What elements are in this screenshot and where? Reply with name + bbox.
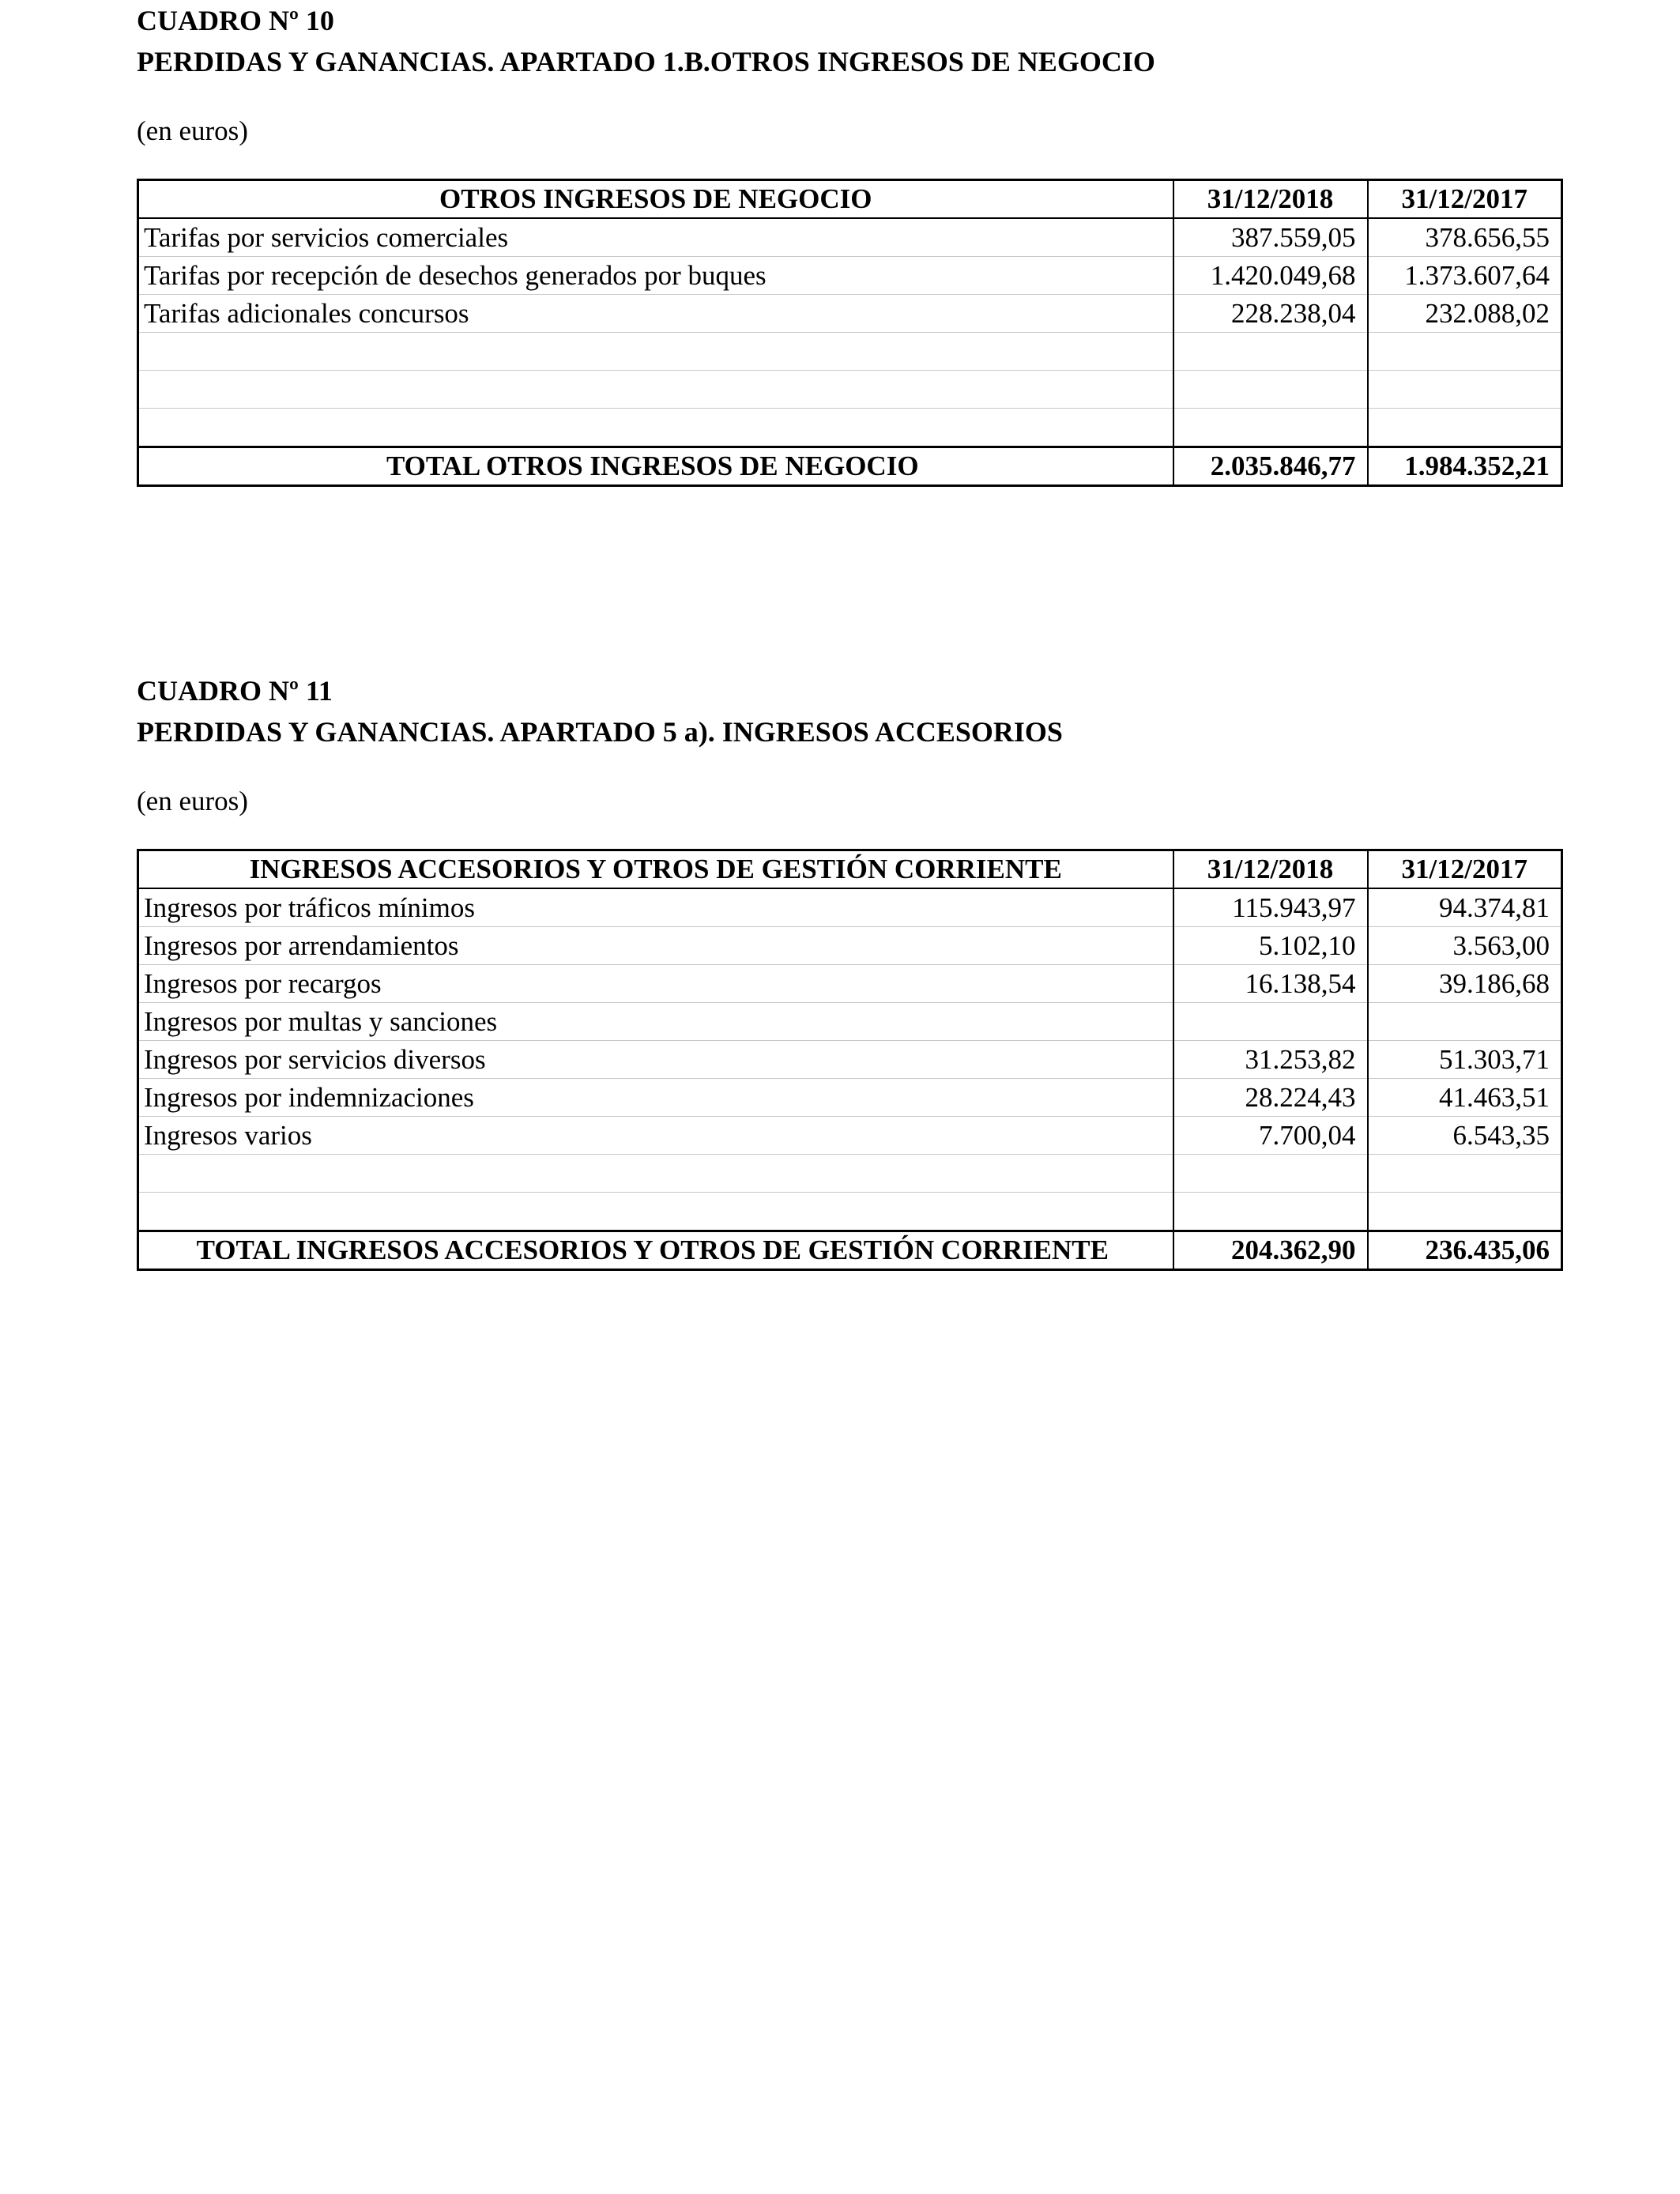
row-value-2017: 6.543,35 [1368, 1117, 1562, 1155]
row-value-2017 [1368, 1155, 1562, 1193]
table-row [138, 1041, 1562, 1079]
row-label: Ingresos por arrendamientos [138, 927, 1173, 965]
table-row-empty [138, 1155, 1562, 1193]
row-label: Ingresos por recargos [138, 965, 1173, 1003]
cuadro-11-section [137, 670, 1561, 1271]
table-row [138, 965, 1562, 1003]
row-label [138, 1155, 1173, 1193]
cuadro-11-unit: (en euros) [137, 786, 248, 816]
table-row-empty [138, 333, 1562, 371]
table-row [138, 218, 1562, 257]
table-row-empty [138, 1193, 1562, 1231]
row-value-2018 [1173, 1155, 1368, 1193]
row-label: Ingresos por tráficos mínimos [138, 888, 1173, 927]
total-value-2017: 1.984.352,21 [1368, 447, 1562, 486]
row-label: Ingresos por multas y sanciones [138, 1003, 1173, 1041]
table-row [138, 1079, 1562, 1117]
row-value-2018: 5.102,10 [1173, 927, 1368, 965]
cuadro-11-title: PERDIDAS Y GANANCIAS. APARTADO 5 a). INGRESOS ACCESORIOS [137, 716, 1063, 748]
row-value-2017 [1368, 409, 1562, 447]
table-row [138, 257, 1562, 295]
row-label [138, 1193, 1173, 1231]
row-value-2018 [1173, 333, 1368, 371]
row-value-2018: 115.943,97 [1173, 888, 1368, 927]
column-header-2017: 31/12/2017 [1368, 180, 1562, 219]
row-value-2018: 1.420.049,68 [1173, 257, 1368, 295]
cuadro-10-unit: (en euros) [137, 115, 248, 146]
column-header-2017: 31/12/2017 [1368, 850, 1562, 889]
cuadro-10-title: PERDIDAS Y GANANCIAS. APARTADO 1.B.OTROS INGRESOS DE NEGOCIO [137, 46, 1155, 77]
column-header-concept: OTROS INGRESOS DE NEGOCIO [138, 180, 1173, 219]
row-value-2018: 16.138,54 [1173, 965, 1368, 1003]
row-value-2017: 378.656,55 [1368, 218, 1562, 257]
total-label: TOTAL INGRESOS ACCESORIOS Y OTROS DE GESTIÓN CORRIENTE [138, 1231, 1173, 1270]
row-value-2017 [1368, 371, 1562, 409]
cuadro-10-number: CUADRO Nº 10 [137, 5, 334, 36]
table-row-empty [138, 409, 1562, 447]
row-value-2017: 3.563,00 [1368, 927, 1562, 965]
total-value-2017: 236.435,06 [1368, 1231, 1562, 1270]
cuadro-10-section [137, 0, 1561, 487]
table-total-row [138, 1231, 1562, 1270]
row-value-2018: 7.700,04 [1173, 1117, 1368, 1155]
column-header-2018: 31/12/2018 [1173, 180, 1368, 219]
row-value-2017: 1.373.607,64 [1368, 257, 1562, 295]
row-label: Ingresos por servicios diversos [138, 1041, 1173, 1079]
row-value-2018: 228.238,04 [1173, 295, 1368, 333]
column-header-concept: INGRESOS ACCESORIOS Y OTROS DE GESTIÓN CORRIENTE [138, 850, 1173, 889]
cuadro-11-table [137, 849, 1563, 1271]
table-row [138, 295, 1562, 333]
total-value-2018: 2.035.846,77 [1173, 447, 1368, 486]
table-header-row [138, 850, 1562, 889]
table-row [138, 1117, 1562, 1155]
row-value-2017 [1368, 1003, 1562, 1041]
row-label: Tarifas por recepción de desechos generados por buques [138, 257, 1173, 295]
row-value-2018 [1173, 1003, 1368, 1041]
row-label: Ingresos varios [138, 1117, 1173, 1155]
table-row [138, 888, 1562, 927]
row-value-2017: 51.303,71 [1368, 1041, 1562, 1079]
table-total-row [138, 447, 1562, 486]
table-row [138, 1003, 1562, 1041]
row-value-2017: 94.374,81 [1368, 888, 1562, 927]
cuadro-10-table [137, 179, 1563, 487]
row-value-2018 [1173, 371, 1368, 409]
row-value-2018 [1173, 409, 1368, 447]
row-value-2017: 232.088,02 [1368, 295, 1562, 333]
table-row [138, 927, 1562, 965]
row-label: Tarifas por servicios comerciales [138, 218, 1173, 257]
row-label: Ingresos por indemnizaciones [138, 1079, 1173, 1117]
row-label [138, 333, 1173, 371]
row-value-2017 [1368, 333, 1562, 371]
row-value-2017: 39.186,68 [1368, 965, 1562, 1003]
total-value-2018: 204.362,90 [1173, 1231, 1368, 1270]
row-value-2018: 387.559,05 [1173, 218, 1368, 257]
cuadro-11-number: CUADRO Nº 11 [137, 675, 333, 707]
table-row-empty [138, 371, 1562, 409]
row-value-2018: 31.253,82 [1173, 1041, 1368, 1079]
column-header-2018: 31/12/2018 [1173, 850, 1368, 889]
row-value-2017 [1368, 1193, 1562, 1231]
row-label: Tarifas adicionales concursos [138, 295, 1173, 333]
row-label [138, 409, 1173, 447]
total-label: TOTAL OTROS INGRESOS DE NEGOCIO [138, 447, 1173, 486]
row-label [138, 371, 1173, 409]
table-header-row [138, 180, 1562, 219]
row-value-2017: 41.463,51 [1368, 1079, 1562, 1117]
row-value-2018 [1173, 1193, 1368, 1231]
row-value-2018: 28.224,43 [1173, 1079, 1368, 1117]
